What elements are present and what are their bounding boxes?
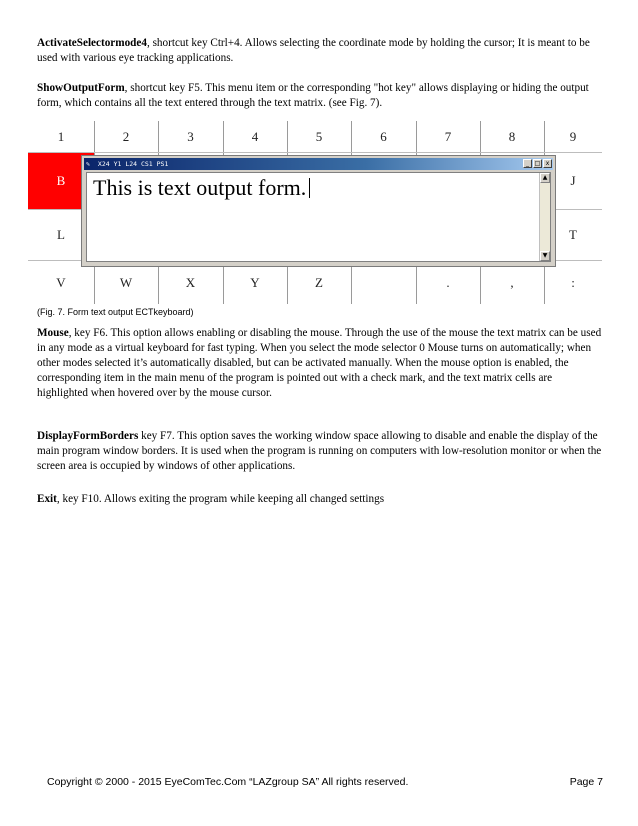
figure-caption: (Fig. 7. Form text output ECTkeyboard) — [37, 307, 194, 317]
matrix-cell: 6 — [380, 128, 387, 144]
matrix-cell: V — [56, 274, 66, 290]
maximize-button[interactable]: □ — [534, 160, 541, 167]
output-form-title: X24 Y1 L24 CS1 PS1 — [97, 160, 169, 168]
term-exit: Exit — [37, 493, 57, 505]
window-controls — [523, 159, 552, 168]
output-text-area[interactable] — [86, 172, 551, 262]
window-icon: ✎ — [86, 160, 90, 168]
paragraph-activate-selector-mode4 — [37, 36, 603, 66]
paragraph-exit — [37, 492, 603, 507]
page-footer — [47, 776, 603, 788]
scroll-up-arrow-icon[interactable]: ▲ — [540, 173, 550, 183]
copyright-text: Copyright © 2000 - 2015 EyeComTec.Com “LAZgroup SA” All rights reserved. — [47, 776, 409, 788]
paragraph-show-output-form — [37, 81, 603, 111]
matrix-cell: . — [446, 274, 450, 290]
matrix-cell: J — [570, 173, 576, 188]
matrix-cell: 5 — [315, 128, 323, 144]
vertical-scrollbar[interactable] — [539, 173, 550, 261]
paragraph-text: , key F6. This option allows enabling or disabling the mouse. Through the use of the mouse the text matrix can be used in any mode as a virtual keyboard for fast typing. When you select the mode selector 0 Mouse turns on automatically; when other modes selected it’s automatically disabled, but can be activated manually. When the mouse option is enabled, the corresponding item in the main menu of the program is pointed out with a check mark, and the text matrix cells are highlighted when hovered over by the mouse cursor. — [37, 327, 602, 399]
minimize-button[interactable]: _ — [523, 159, 532, 168]
matrix-cell: T — [569, 227, 577, 242]
paragraph-text: , key F10. Allows exiting the program while keeping all changed settings — [56, 493, 385, 505]
output-form-titlebar[interactable] — [84, 158, 553, 170]
output-form-window — [81, 155, 556, 267]
matrix-cell: L — [57, 227, 65, 242]
scroll-down-arrow-icon[interactable]: ▼ — [540, 251, 550, 261]
close-button[interactable]: x — [543, 159, 552, 168]
paragraph-mouse — [37, 326, 603, 401]
paragraph-display-form-borders — [37, 429, 603, 474]
matrix-cell: X — [185, 274, 196, 290]
matrix-cell: Y — [250, 274, 260, 290]
term-display-form-borders: DisplayFormBorders — [37, 430, 139, 442]
matrix-cell — [351, 261, 416, 304]
matrix-cell: 9 — [569, 128, 577, 144]
paragraph-text: , shortcut key F5. This menu item or the corresponding "hot key" allows displaying or hiding the output form, which contains all the text entered through the text matrix. (see Fig. 7). — [37, 82, 589, 109]
matrix-cell-highlighted: B — [28, 153, 94, 209]
output-text-line — [93, 175, 310, 201]
matrix-cell: 2 — [122, 128, 130, 144]
matrix-cell: : — [571, 274, 575, 290]
term-activate-selector-mode4: ActivateSelectormode4 — [37, 37, 147, 49]
matrix-cell: 8 — [508, 128, 516, 144]
text-caret — [309, 178, 310, 198]
page-number: Page 7 — [569, 776, 603, 788]
matrix-cell: 7 — [444, 128, 452, 144]
matrix-cell: W — [119, 274, 133, 290]
term-mouse: Mouse — [37, 327, 69, 339]
paragraph-text: , shortcut key Ctrl+4. Allows selecting the coordinate mode by holding the cursor; It is meant to be used with various eye tracking applications. — [37, 37, 590, 64]
term-show-output-form: ShowOutputForm — [37, 82, 125, 94]
matrix-cell: 1 — [57, 128, 65, 144]
paragraph-text: key F7. This option saves the working window space allowing to disable and enable the display of the main program window borders. It is used when the program is running on computers with low-resolution monitor or when the screen area is occupied by windows of other applications. — [37, 430, 602, 472]
matrix-cell: 4 — [251, 128, 259, 144]
matrix-cell: , — [510, 274, 514, 290]
matrix-cell: Z — [315, 274, 323, 290]
matrix-cell: 3 — [187, 128, 194, 144]
output-text: This is text output form. — [93, 175, 307, 200]
